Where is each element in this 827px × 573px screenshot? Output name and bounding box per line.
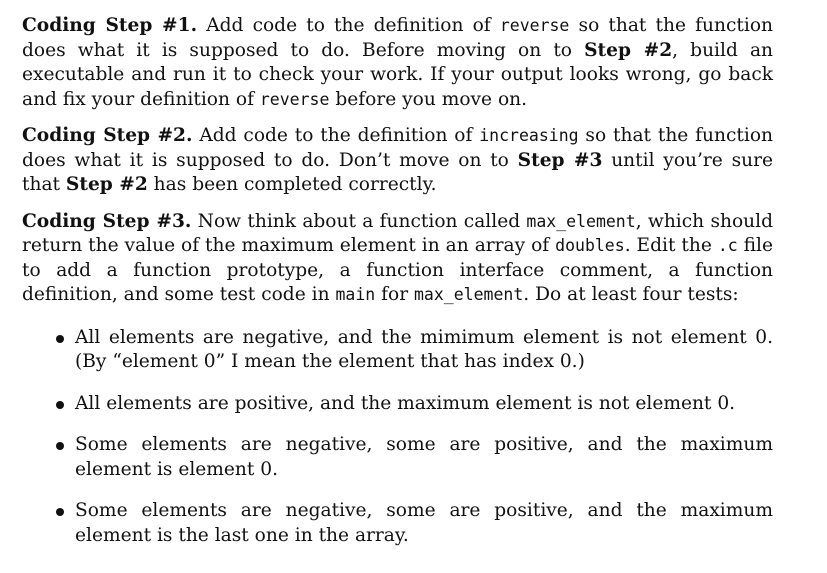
test-item-text: All elements are negative, and the mimimum element is not element 0. (By “element 0” I mean the element that has index 0.)	[75, 326, 773, 372]
test-item-text: All elements are positive, and the maximum element is not element 0.	[75, 392, 736, 414]
test-item-text: Some elements are negative, some are positive, and the maximum element is the last one in the array.	[75, 500, 773, 546]
coding-step-2-heading: Coding Step #2.	[22, 125, 193, 146]
list-item	[22, 326, 773, 375]
list-item	[22, 392, 773, 417]
step-1-text-2: so that the function does what it is supposed to do. Before moving on to	[22, 15, 773, 61]
step-1-text-4: before you move on.	[329, 88, 528, 110]
bullet-icon	[56, 335, 64, 343]
step-3-code-doubles: doubles	[555, 236, 625, 255]
step-3-text-1: Now think about a function called	[191, 210, 527, 232]
bullet-icon	[56, 508, 64, 516]
step-2-text-4: has been completed correctly.	[147, 174, 437, 195]
step-2-text-2: so that the function does what it is supposed to do. Don’t move on to	[22, 125, 774, 171]
coding-step-3-heading: Coding Step #3.	[22, 210, 192, 232]
step-3-text-3: . Edit the	[624, 235, 718, 256]
step-3-text-6: . Do at least four tests:	[523, 284, 739, 305]
step-1-text-1: Add code to the definition of	[197, 15, 500, 36]
coding-step-3-paragraph	[22, 210, 773, 308]
coding-step-1-paragraph	[22, 14, 773, 112]
step-3-text-2: , which should return the value of the maximum element in an array of	[22, 210, 773, 256]
step-3-code-c-file: .c	[717, 236, 738, 255]
step-3-code-max-element: max_element	[526, 211, 636, 231]
coding-step-1-heading: Coding Step #1.	[22, 15, 198, 36]
list-item	[22, 499, 773, 548]
step-1-code-reverse: reverse	[499, 16, 570, 35]
step-1-text-3: , build an executable and run it to check your work. If your output looks wrong, go back and fix your definition of	[22, 39, 774, 110]
coding-step-2-paragraph	[22, 124, 773, 198]
step-2-text-3: until you’re sure that	[22, 149, 773, 195]
step-2-code-increasing: increasing	[479, 126, 579, 145]
step-3-code-max-element-2: max_element	[414, 285, 524, 304]
step-1-code-reverse-2: reverse	[259, 89, 330, 109]
step-2-ref-step-2: Step #2	[65, 174, 148, 195]
bullet-icon	[56, 442, 64, 450]
step-3-text-4: file to add a function prototype, a function interface comment, a function definition, and some test code in	[22, 235, 773, 305]
test-list	[22, 326, 773, 549]
step-1-ref-step-2: Step #2	[584, 39, 673, 61]
step-3-code-main: main	[335, 285, 376, 304]
test-item-text: Some elements are negative, some are positive, and the maximum element is element 0.	[75, 434, 773, 480]
step-2-text-1: Add code to the definition of	[192, 125, 480, 146]
step-3-text-5: for	[375, 284, 414, 305]
list-item	[22, 433, 773, 482]
step-2-ref-step-3: Step #3	[517, 149, 603, 171]
bullet-icon	[56, 401, 64, 409]
